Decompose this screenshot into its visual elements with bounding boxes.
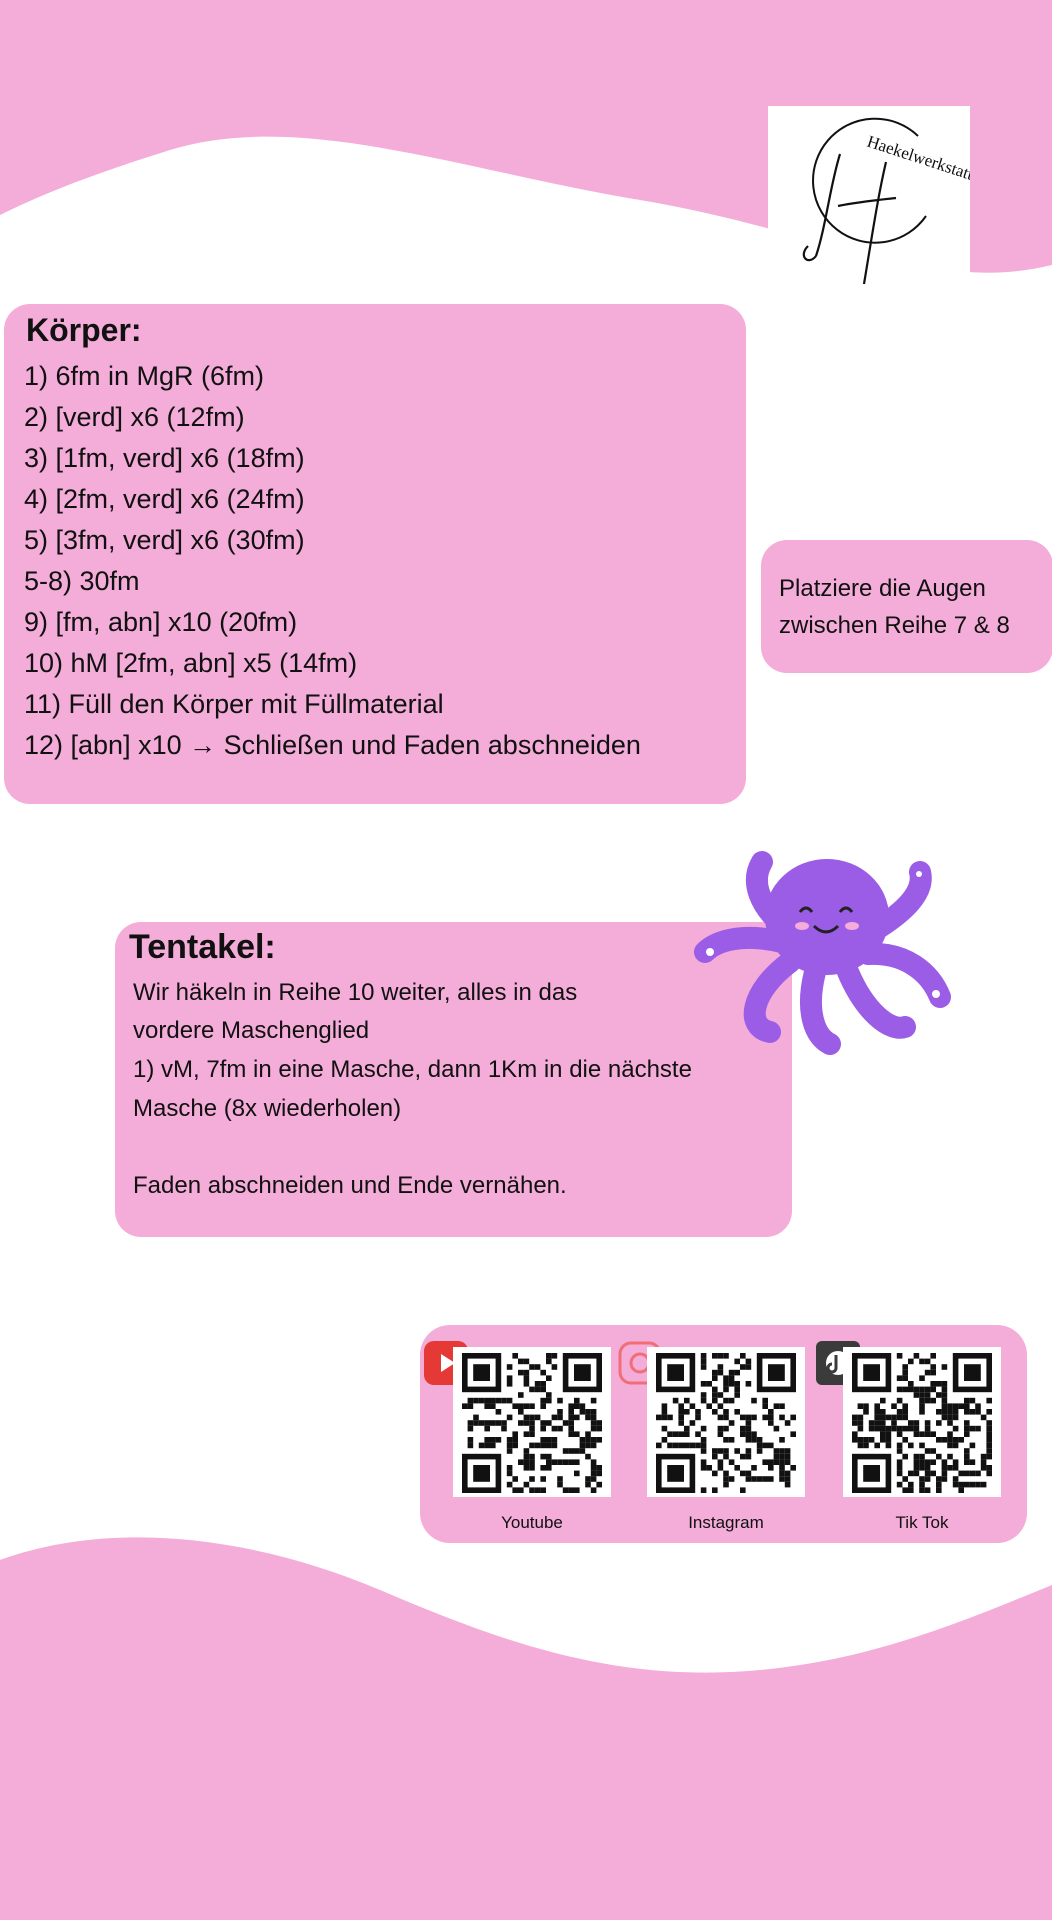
augen-note-line1: Platziere die Augen (779, 575, 986, 602)
qr-code-icon (656, 1353, 796, 1493)
koerper-step: 5-8) 30fm (24, 566, 140, 596)
koerper-step: 2) [verd] x6 (12fm) (24, 402, 245, 432)
qr-label-youtube: Youtube (501, 1513, 563, 1532)
tentakel-line: Wir häkeln in Reihe 10 weiter, alles in das (133, 979, 578, 1006)
tentakel-line: 1) vM, 7fm in eine Masche, dann 1Km in die nächste (133, 1056, 692, 1083)
augen-note-line2: zwischen Reihe 7 & 8 (779, 612, 1010, 639)
koerper-card (4, 304, 746, 804)
koerper-step: 5) [3fm, verd] x6 (30fm) (24, 525, 305, 555)
koerper-step: 12) [abn] x10 → Schließen und Faden abschneiden (24, 730, 641, 760)
qr-code-youtube[interactable] (453, 1347, 611, 1497)
social-card (420, 1325, 1027, 1543)
tentakel-line: vordere Maschenglied (133, 1017, 370, 1044)
haekelwerkstatt-logo-icon (768, 106, 970, 290)
koerper-title: Körper: (26, 312, 142, 348)
koerper-step: 4) [2fm, verd] x6 (24fm) (24, 484, 305, 514)
octopus-illustration-icon (690, 822, 960, 1058)
qr-label-instagram: Instagram (688, 1513, 764, 1532)
qr-code-icon (462, 1353, 602, 1493)
logo (768, 106, 970, 290)
koerper-step: 3) [1fm, verd] x6 (18fm) (24, 443, 305, 473)
koerper-step: 10) hM [2fm, abn] x5 (14fm) (24, 648, 358, 678)
qr-code-tiktok[interactable] (843, 1347, 1001, 1497)
koerper-step: 9) [fm, abn] x10 (20fm) (24, 607, 298, 637)
qr-code-instagram[interactable] (647, 1347, 805, 1497)
qr-code-icon (852, 1353, 992, 1493)
augen-note (779, 570, 1010, 644)
qr-label-tiktok: Tik Tok (895, 1513, 949, 1532)
tentakel-line: Masche (8x wiederholen) (133, 1095, 402, 1122)
koerper-steps (24, 356, 641, 766)
tentakel-title: Tentakel: (129, 928, 276, 966)
tentakel-line: Faden abschneiden und Ende vernähen. (133, 1172, 567, 1199)
koerper-step: 1) 6fm in MgR (6fm) (24, 361, 265, 391)
logo-brand: Haekelwerkstatt (864, 131, 970, 184)
koerper-step: 11) Füll den Körper mit Füllmaterial (24, 689, 444, 719)
augen-note-card (761, 540, 1052, 673)
